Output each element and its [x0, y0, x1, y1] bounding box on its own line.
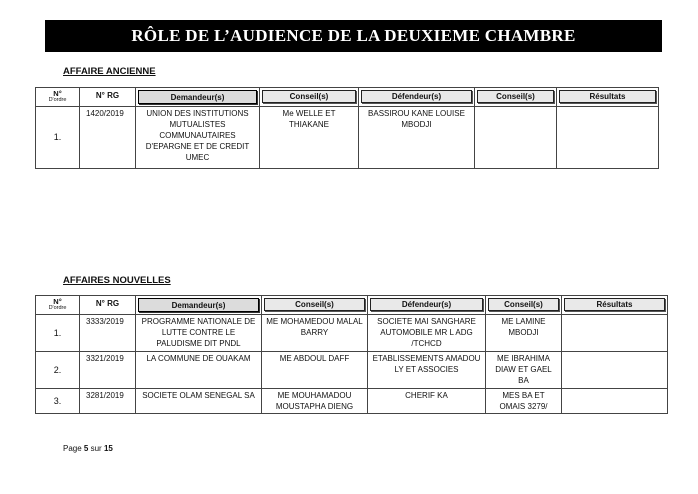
row-defendeur: SOCIETE MAI SANGHARE AUTOMOBILE MR L ADG /TCHCD — [368, 315, 486, 352]
page-title-banner — [45, 20, 662, 52]
col-conseil2-header: Conseil(s) — [475, 88, 557, 107]
table-row — [36, 107, 659, 169]
col-conseil-header: Conseil(s) — [260, 88, 359, 107]
row-conseil: Me WELLE ET THIAKANE — [260, 107, 359, 169]
footer-total-pages: 15 — [103, 444, 113, 453]
col-ordre-header: N° D'ordre — [36, 88, 80, 107]
row-conseil2 — [475, 107, 557, 169]
row-defendeur: ETABLISSEMENTS AMADOU LY ET ASSOCIES — [368, 352, 486, 389]
row-conseil2: MES BA ET OMAIS 3279/ — [486, 389, 562, 414]
col-defendeur-header: Défendeur(s) — [368, 296, 486, 315]
col-rg-header: N° RG — [80, 296, 136, 315]
row-num: 2. — [36, 352, 80, 389]
row-demandeur: LA COMMUNE DE OUAKAM — [136, 352, 262, 389]
table-row — [36, 389, 668, 414]
row-resultats — [562, 352, 668, 389]
row-num: 3. — [36, 389, 80, 414]
row-defendeur: CHERIF KA — [368, 389, 486, 414]
row-defendeur: BASSIROU KANE LOUISE MBODJI — [359, 107, 475, 169]
col-demandeur-header: Demandeur(s) — [136, 88, 260, 107]
page-title: RÔLE DE L’AUDIENCE DE LA DEUXIEME CHAMBRE — [131, 26, 576, 45]
col-conseil2-header: Conseil(s) — [486, 296, 562, 315]
page-footer — [63, 444, 113, 453]
table-nouvelles — [35, 295, 668, 414]
row-rg: 1420/2019 — [80, 107, 136, 169]
row-demandeur: PROGRAMME NATIONALE DE LUTTE CONTRE LE PALUDISME DIT PNDL — [136, 315, 262, 352]
section-title-nouvelles: AFFAIRES NOUVELLES — [63, 275, 171, 286]
row-rg: 3333/2019 — [80, 315, 136, 352]
row-resultats — [562, 315, 668, 352]
col-ordre-header: N° D'ordre — [36, 296, 80, 315]
footer-sur: sur — [90, 444, 102, 453]
table-header-row — [36, 296, 668, 315]
table-row — [36, 315, 668, 352]
col-conseil-header: Conseil(s) — [262, 296, 368, 315]
col-resultats-header: Résultats — [562, 296, 668, 315]
row-resultats — [557, 107, 659, 169]
table-ancienne — [35, 87, 659, 169]
row-rg: 3321/2019 — [80, 352, 136, 389]
row-conseil2: ME LAMINE MBODJI — [486, 315, 562, 352]
col-rg-header: N° RG — [80, 88, 136, 107]
row-conseil: ME MOUHAMADOU MOUSTAPHA DIENG — [262, 389, 368, 414]
col-demandeur-header: Demandeur(s) — [136, 296, 262, 315]
row-demandeur: UNION DES INSTITUTIONS MUTUALISTES COMMUNAUTAIRES D'EPARGNE ET DE CREDIT UMEC — [136, 107, 260, 169]
row-conseil2: ME IBRAHIMA DIAW ET GAEL BA — [486, 352, 562, 389]
footer-prefix: Page — [63, 444, 82, 453]
section-title-ancienne: AFFAIRE ANCIENNE — [63, 66, 156, 77]
col-defendeur-header: Défendeur(s) — [359, 88, 475, 107]
table-header-row — [36, 88, 659, 107]
row-resultats — [562, 389, 668, 414]
row-num: 1. — [36, 315, 80, 352]
table-row — [36, 352, 668, 389]
row-conseil: ME MOHAMEDOU MALAL BARRY — [262, 315, 368, 352]
row-num: 1. — [36, 107, 80, 169]
footer-page-number: 5 — [83, 444, 89, 453]
row-rg: 3281/2019 — [80, 389, 136, 414]
row-demandeur: SOCIETE OLAM SENEGAL SA — [136, 389, 262, 414]
row-conseil: ME ABDOUL DAFF — [262, 352, 368, 389]
col-resultats-header: Résultats — [557, 88, 659, 107]
